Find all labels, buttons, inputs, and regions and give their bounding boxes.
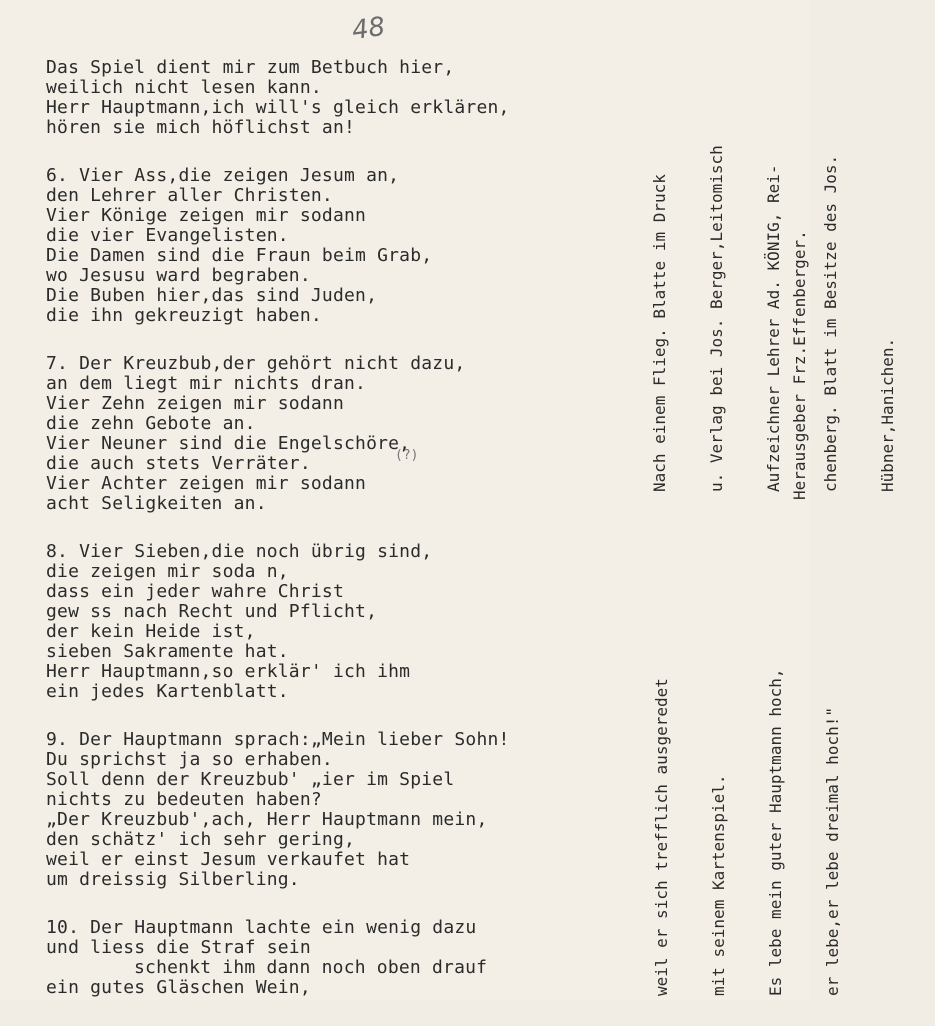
text-line: Vier Achter zeigen mir sodann <box>46 473 367 494</box>
text-line: die vier Evangelisten. <box>46 225 289 246</box>
stanza-6 <box>46 166 626 326</box>
text-line: die zehn Gebote an. <box>46 413 256 434</box>
text-line: nichts zu bedeuten haben? <box>46 789 322 810</box>
text-line: sieben Sakramente hat. <box>46 641 289 662</box>
source-line: Aufzeichner Lehrer Ad. KÖNIG, Rei- <box>764 164 783 492</box>
text-line: 6. Vier Ass,die zeigen Jesum an, <box>46 165 400 186</box>
text-line: die auch stets Verräter. <box>46 453 311 474</box>
text-line: gew ss nach Recht und Pflicht, <box>46 601 378 622</box>
source-line: chenberg. Blatt im Besitze des Jos. <box>821 154 840 492</box>
text-line: 7. Der Kreuzbub,der gehört nicht dazu, <box>46 353 466 374</box>
text-line: schenkt ihm dann noch oben drauf <box>134 957 488 978</box>
text-line: hören sie mich höflichst an! <box>46 117 356 138</box>
text-line: die zeigen mir soda n, <box>46 561 289 582</box>
stanza-10 <box>46 918 626 998</box>
text-line: acht Seligkeiten an. <box>46 493 267 514</box>
closing-line: er lebe,er lebe dreimal hoch!" <box>823 707 842 996</box>
text-line: Herr Hauptmann,ich will's gleich erklären, <box>46 97 510 118</box>
closing-line: weil er sich trefflich ausgeredet <box>652 678 671 996</box>
text-line: Vier Neuner sind die Engelschöre, <box>46 433 411 454</box>
text-line: Vier Könige zeigen mir sodann <box>46 205 367 226</box>
closing-line: mit seinem Kartenspiel. <box>709 774 728 996</box>
stanza-9 <box>46 730 626 890</box>
text-line: 10. Der Hauptmann lachte ein wenig dazu <box>46 917 477 938</box>
stanza-intro <box>46 58 626 138</box>
text-line: Soll denn der Kreuzbub' „ier im Spiel <box>46 769 455 790</box>
source-line: Nach einem Flieg. Blatte im Druck <box>650 174 669 492</box>
source-line: u. Verlag bei Jos. Berger,Leitomisch <box>707 145 726 492</box>
text-line: der kein Heide ist, <box>46 621 256 642</box>
text-line: und liess die Straf sein <box>46 937 311 958</box>
text-line: um dreissig Silberling. <box>46 869 300 890</box>
text-line: weil er einst Jesum verkaufet hat <box>46 849 411 870</box>
text-line: „Der Kreuzbub',ach, Herr Hauptmann mein, <box>46 809 488 830</box>
text-line: weilich nicht lesen kann. <box>46 77 322 98</box>
text-line: Das Spiel dient mir zum Betbuch hier, <box>46 57 455 78</box>
text-line: Du sprichst ja so erhaben. <box>46 749 333 770</box>
text-line: die ihn gekreuzigt haben. <box>46 305 322 326</box>
text-line: ein gutes Gläschen Wein, <box>46 977 311 998</box>
text-line: an dem liegt mir nichts dran. <box>46 373 367 394</box>
closing-line: Es lebe mein guter Hauptmann hoch, <box>766 668 785 996</box>
page-number: 48 <box>350 11 388 47</box>
source-line: Hübner,Hanichen. <box>878 337 897 492</box>
text-line: Die Buben hier,das sind Juden, <box>46 285 378 306</box>
stanza-7 <box>46 354 626 514</box>
text-line: den schätz' ich sehr gering, <box>46 829 356 850</box>
closing-verse <box>614 668 880 996</box>
song-text <box>46 58 626 1026</box>
text-line: Die Damen sind die Fraun beim Grab, <box>46 245 433 266</box>
text-line: Vier Zehn zeigen mir sodann <box>46 393 344 414</box>
text-line: ein jedes Kartenblatt. <box>46 681 289 702</box>
stanza-8 <box>46 542 626 702</box>
text-line: dass ein jeder wahre Christ <box>46 581 344 602</box>
text-line: Herr Hauptmann,so erklär' ich ihm <box>46 661 411 682</box>
publisher-note <box>752 230 847 500</box>
text-line: 8. Vier Sieben,die noch übrig sind, <box>46 541 433 562</box>
publisher-line: Herausgeber Frz.Effenberger. <box>790 230 809 500</box>
text-line: den Lehrer aller Christen. <box>46 185 333 206</box>
text-line: wo Jesusu ward begraben. <box>46 265 311 286</box>
uncertain-mark: (?) <box>395 448 419 463</box>
text-line: 9. Der Hauptmann sprach:„Mein lieber Sohn! <box>46 729 510 750</box>
